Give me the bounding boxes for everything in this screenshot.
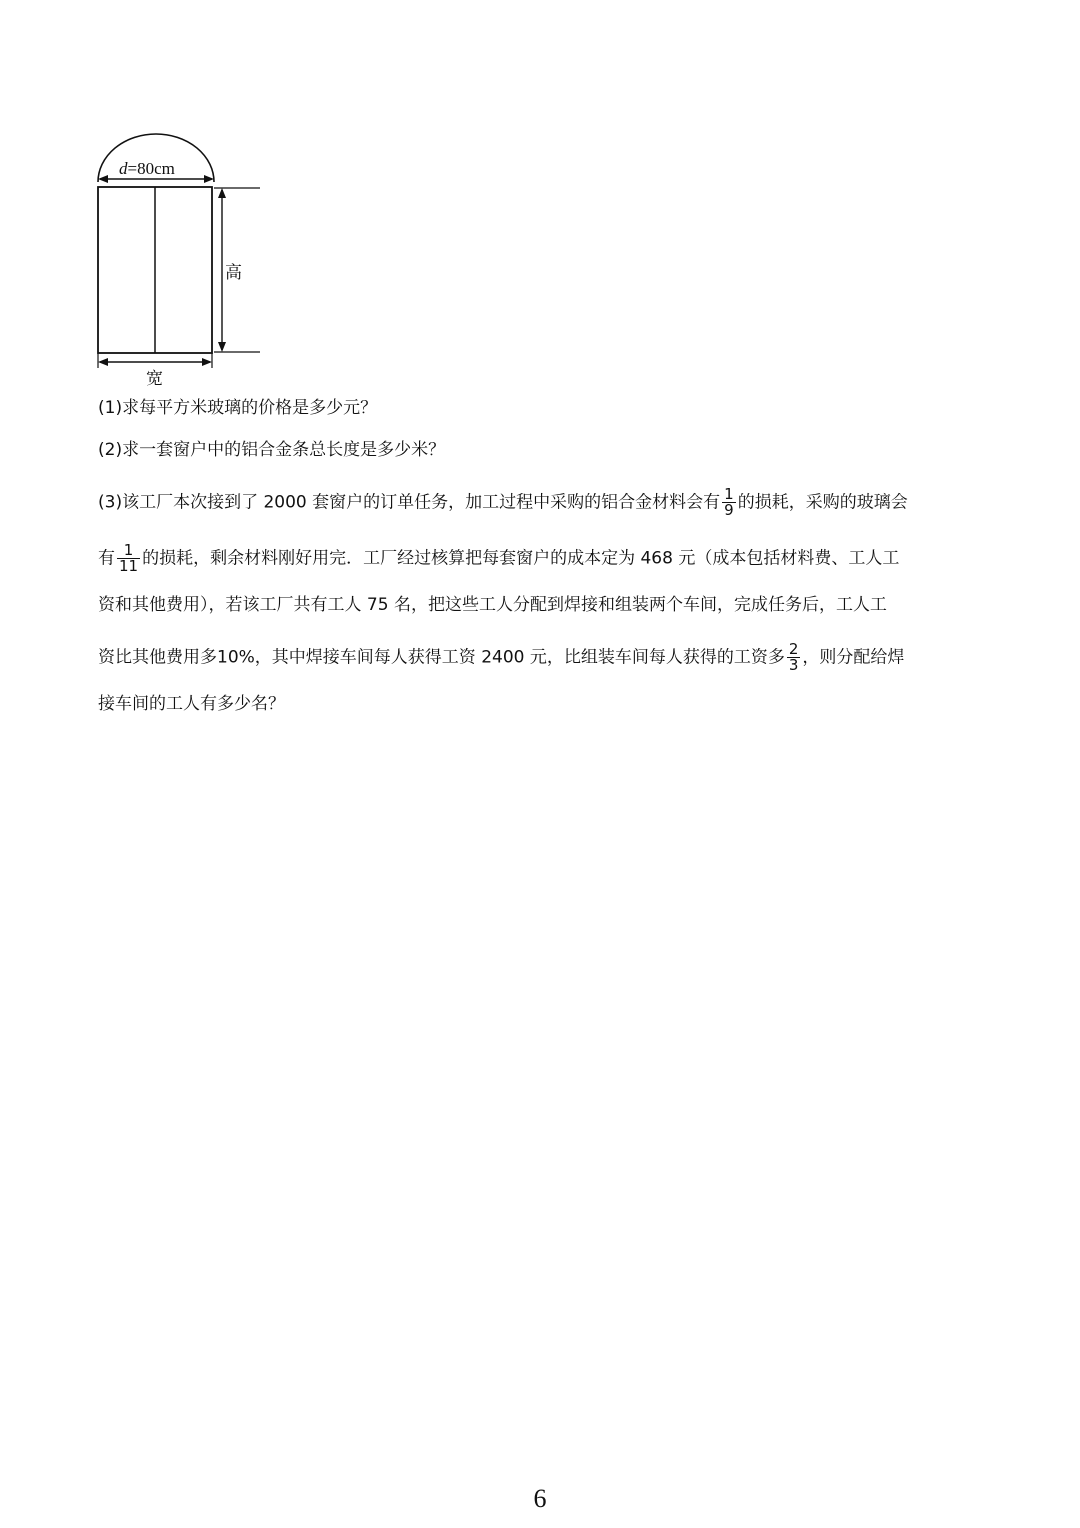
height-arrow-bottom-head bbox=[218, 342, 226, 352]
fraction-one-ninth bbox=[722, 487, 736, 518]
fraction-numerator: 1 bbox=[117, 543, 140, 559]
height-arrow-top-head bbox=[218, 188, 226, 198]
fraction-denominator: 11 bbox=[119, 557, 139, 575]
fraction-denominator: 3 bbox=[788, 656, 799, 674]
question-2: (2)求一套窗户中的铝合金条总长度是多少米？ bbox=[98, 440, 446, 460]
question-3-line-4 bbox=[98, 642, 904, 673]
question-3-text: 有 bbox=[98, 548, 115, 569]
diameter-arrow-left-head bbox=[98, 175, 108, 183]
fraction-numerator: 1 bbox=[724, 485, 734, 503]
width-arrow-left-head bbox=[98, 358, 108, 366]
question-3-text: 的损耗，采购的玻璃会 bbox=[737, 492, 908, 513]
question-3-line-2 bbox=[98, 543, 899, 574]
fraction-numerator: 2 bbox=[788, 640, 799, 658]
question-1: (1)求每平方米玻璃的价格是多少元？ bbox=[98, 398, 378, 418]
window-diagram bbox=[88, 122, 278, 392]
question-3-text: (3)该工厂本次接到了 2000 套窗户的订单任务，加工过程中采购的铝合金材料会有 bbox=[98, 492, 721, 513]
question-3-text: 的损耗，剩余材料刚好用完．工厂经过核算把每套窗户的成本定为 468 元（成本包括材料费、工人工 bbox=[142, 548, 900, 569]
page-number: 6 bbox=[533, 1484, 547, 1513]
question-3-text: ，则分配给焊 bbox=[802, 647, 905, 668]
width-arrow-right-head bbox=[202, 358, 212, 366]
question-3-line-5: 接车间的工人有多少名？ bbox=[98, 694, 285, 714]
fraction-two-thirds bbox=[787, 642, 801, 673]
fraction-denominator: 9 bbox=[724, 501, 734, 519]
question-3-line-3: 资和其他费用），若该工厂共有工人 75 名，把这些工人分配到焊接和组装两个车间，完成任务后，工人工 bbox=[98, 595, 887, 615]
window-diagram-svg bbox=[88, 122, 278, 392]
question-3-text: 资比其他费用多10%，其中焊接车间每人获得工资 2400 元，比组装车间每人获得的工资多 bbox=[98, 647, 785, 668]
width-label: 宽 bbox=[146, 369, 163, 388]
question-3-line-1 bbox=[98, 487, 908, 518]
diameter-arrow-right-head bbox=[204, 175, 214, 183]
height-label: 高 bbox=[225, 263, 242, 282]
fraction-one-eleventh bbox=[117, 543, 140, 574]
diameter-label: d=80cm bbox=[119, 159, 175, 178]
